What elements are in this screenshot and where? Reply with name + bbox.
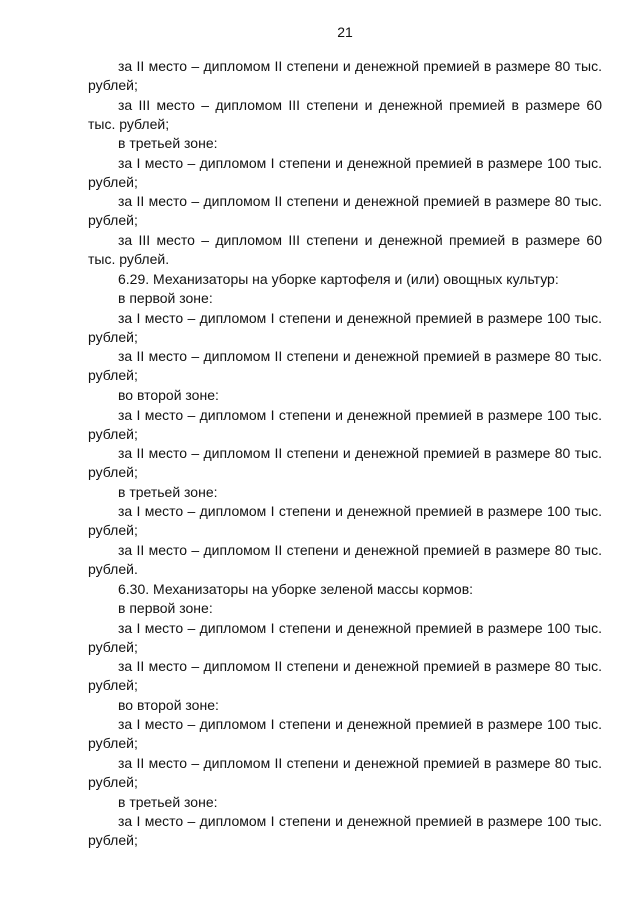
paragraph: за II место – дипломом II степени и денежной премией в размере 80 тыс. рублей; <box>88 58 602 93</box>
paragraph: 6.30. Механизаторы на уборке зеленой массы кормов: <box>118 580 474 597</box>
paragraph: за I место – дипломом I степени и денежной премией в размере 100 тыс. рублей; <box>88 716 602 752</box>
paragraph: в третьей зоне: <box>118 483 218 500</box>
paragraph: за II место – дипломом II степени и денежной премией в размере 80 тыс. рублей; <box>88 348 602 384</box>
paragraph: в первой зоне: <box>118 290 213 307</box>
paragraph: в первой зоне: <box>118 600 213 617</box>
paragraph: за II место – дипломом II степени и денежной премией в размере 80 тыс. рублей; <box>88 445 602 481</box>
document-body <box>88 57 602 851</box>
paragraph: в третьей зоне: <box>118 135 218 152</box>
paragraph: за I место – дипломом I степени и денежной премией в размере 100 тыс. рублей; <box>88 309 602 345</box>
paragraph: в третьей зоне: <box>118 793 218 810</box>
paragraph: за I место – дипломом I степени и денежной премией в размере 100 тыс. рублей; <box>88 813 602 849</box>
paragraph: за III место – дипломом III степени и денежной премией в размере 60 тыс. рублей. <box>88 231 602 267</box>
paragraph: 6.29. Механизаторы на уборке картофеля и (или) овощных культур: <box>118 270 559 287</box>
paragraph: за II место – дипломом II степени и денежной премией в размере 80 тыс. рублей; <box>88 658 602 694</box>
paragraph: за II место – дипломом II степени и денежной премией в размере 80 тыс. рублей. <box>88 541 602 577</box>
paragraph: за II место – дипломом II степени и денежной премией в размере 80 тыс. рублей; <box>88 755 602 791</box>
paragraph: за I место – дипломом I степени и денежной премией в размере 100 тыс. рублей; <box>88 406 602 442</box>
paragraph: во второй зоне: <box>118 386 219 403</box>
paragraph: за I место – дипломом I степени и денежной премией в размере 100 тыс. рублей; <box>88 503 602 539</box>
page-number: 21 <box>337 24 353 40</box>
paragraph: за I место – дипломом I степени и денежной премией в размере 100 тыс. рублей; <box>88 619 602 655</box>
paragraph: за III место – дипломом III степени и денежной премией в размере 60 тыс. рублей; <box>88 96 602 132</box>
paragraph: за I место – дипломом I степени и денежной премией в размере 100 тыс. рублей; <box>88 154 602 190</box>
paragraph: за II место – дипломом II степени и денежной премией в размере 80 тыс. рублей; <box>88 193 602 229</box>
paragraph: во второй зоне: <box>118 696 219 713</box>
